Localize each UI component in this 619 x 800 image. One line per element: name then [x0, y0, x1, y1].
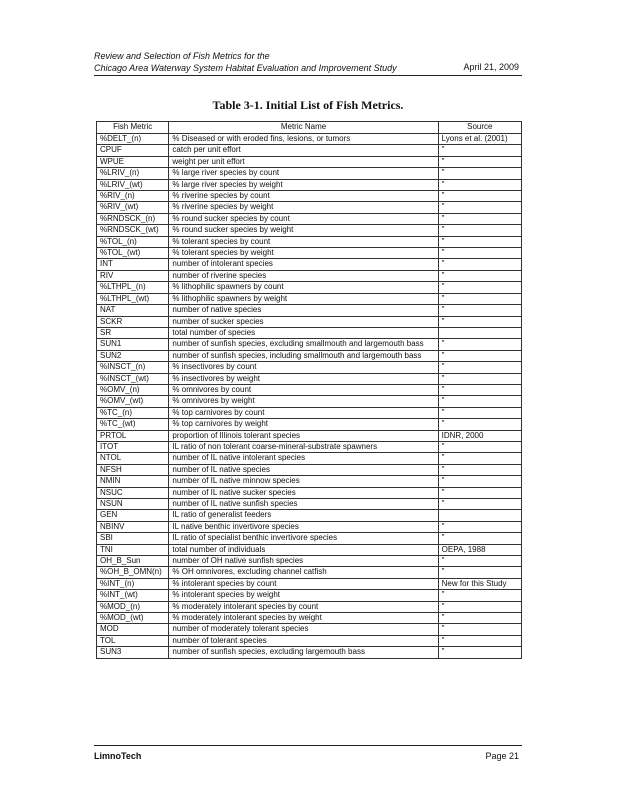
cell-metric-name: number of IL native minnow species: [169, 476, 438, 487]
cell-fish-metric: %RIV_(n): [97, 191, 169, 202]
cell-source: ": [438, 202, 521, 213]
cell-fish-metric: %LTHPL_(wt): [97, 293, 169, 304]
cell-fish-metric: %RNDSCK_(n): [97, 213, 169, 224]
cell-source: ": [438, 225, 521, 236]
cell-metric-name: number of intolerant species: [169, 259, 438, 270]
cell-fish-metric: %LRIV_(wt): [97, 179, 169, 190]
cell-metric-name: % moderately intolerant species by weight: [169, 613, 438, 624]
table-row: [97, 145, 522, 156]
table-row: [97, 521, 522, 532]
cell-source: ": [438, 647, 521, 658]
table-row: [97, 339, 522, 350]
cell-source: [438, 510, 521, 521]
cell-fish-metric: %TOL_(n): [97, 236, 169, 247]
cell-source: ": [438, 305, 521, 316]
cell-fish-metric: SUN3: [97, 647, 169, 658]
cell-source: ": [438, 567, 521, 578]
cell-source: ": [438, 350, 521, 361]
cell-metric-name: % riverine species by weight: [169, 202, 438, 213]
header-divider: [94, 75, 522, 76]
table-row: [97, 613, 522, 624]
cell-fish-metric: %TC_(wt): [97, 419, 169, 430]
table-row: [97, 453, 522, 464]
cell-metric-name: % moderately intolerant species by count: [169, 601, 438, 612]
table-row: [97, 248, 522, 259]
cell-source: ": [438, 384, 521, 395]
table-row: [97, 624, 522, 635]
cell-fish-metric: %INT_(n): [97, 578, 169, 589]
cell-metric-name: % lithophilic spawners by weight: [169, 293, 438, 304]
table-row: [97, 590, 522, 601]
cell-source: IDNR, 2000: [438, 430, 521, 441]
cell-source: ": [438, 601, 521, 612]
table-row: [97, 419, 522, 430]
table-row: [97, 464, 522, 475]
cell-metric-name: number of native species: [169, 305, 438, 316]
cell-fish-metric: %LRIV_(n): [97, 168, 169, 179]
footer-page-number: Page 21: [485, 751, 519, 761]
cell-metric-name: % insectivores by count: [169, 362, 438, 373]
cell-source: New for this Study: [438, 578, 521, 589]
cell-source: ": [438, 441, 521, 452]
header-line-1: Review and Selection of Fish Metrics for the: [94, 51, 270, 61]
cell-source: OEPA, 1988: [438, 544, 521, 555]
cell-fish-metric: %OMV_(wt): [97, 396, 169, 407]
cell-source: ": [438, 464, 521, 475]
cell-fish-metric: NBINV: [97, 521, 169, 532]
cell-fish-metric: %OH_B_OMN(n): [97, 567, 169, 578]
table-row: [97, 134, 522, 145]
table-row: [97, 191, 522, 202]
cell-fish-metric: SBI: [97, 533, 169, 544]
cell-source: ": [438, 453, 521, 464]
table-row: [97, 270, 522, 281]
cell-metric-name: number of riverine species: [169, 270, 438, 281]
cell-fish-metric: %RIV_(wt): [97, 202, 169, 213]
cell-fish-metric: NAT: [97, 305, 169, 316]
table-row: [97, 533, 522, 544]
cell-metric-name: number of sunfish species, excluding smallmouth and largemouth bass: [169, 339, 438, 350]
table-row: [97, 476, 522, 487]
cell-metric-name: total number of individuals: [169, 544, 438, 555]
cell-fish-metric: SCKR: [97, 316, 169, 327]
table-row: [97, 202, 522, 213]
cell-fish-metric: SUN2: [97, 350, 169, 361]
table-row: [97, 441, 522, 452]
cell-fish-metric: SUN1: [97, 339, 169, 350]
cell-source: ": [438, 236, 521, 247]
cell-fish-metric: %TC_(n): [97, 407, 169, 418]
cell-fish-metric: %LTHPL_(n): [97, 282, 169, 293]
cell-source: ": [438, 282, 521, 293]
cell-source: ": [438, 407, 521, 418]
cell-fish-metric: %MOD_(wt): [97, 613, 169, 624]
cell-metric-name: % tolerant species by weight: [169, 248, 438, 259]
table-row: [97, 578, 522, 589]
cell-source: ": [438, 213, 521, 224]
cell-source: ": [438, 168, 521, 179]
table-row: [97, 316, 522, 327]
cell-metric-name: % large river species by weight: [169, 179, 438, 190]
cell-source: ": [438, 259, 521, 270]
table-row: [97, 430, 522, 441]
header-date: April 21, 2009: [463, 62, 519, 72]
cell-metric-name: number of IL native species: [169, 464, 438, 475]
cell-metric-name: % Diseased or with eroded fins, lesions, or tumors: [169, 134, 438, 145]
column-header-source: Source: [438, 122, 521, 134]
cell-fish-metric: %INSCT_(n): [97, 362, 169, 373]
column-header-metric-name: Metric Name: [169, 122, 438, 134]
cell-source: ": [438, 521, 521, 532]
cell-fish-metric: NSUN: [97, 499, 169, 510]
table-row: [97, 305, 522, 316]
table-row: [97, 373, 522, 384]
cell-metric-name: % large river species by count: [169, 168, 438, 179]
cell-source: ": [438, 396, 521, 407]
cell-fish-metric: %RNDSCK_(wt): [97, 225, 169, 236]
table-header-row: [97, 122, 522, 134]
table-row: [97, 350, 522, 361]
column-header-fish-metric: Fish Metric: [97, 122, 169, 134]
table-row: [97, 407, 522, 418]
table-row: [97, 635, 522, 646]
cell-fish-metric: NSUC: [97, 487, 169, 498]
cell-metric-name: IL native benthic invertivore species: [169, 521, 438, 532]
cell-fish-metric: NMIN: [97, 476, 169, 487]
cell-fish-metric: %MOD_(n): [97, 601, 169, 612]
cell-fish-metric: TOL: [97, 635, 169, 646]
cell-fish-metric: SR: [97, 327, 169, 338]
cell-fish-metric: %DELT_(n): [97, 134, 169, 145]
table-row: [97, 282, 522, 293]
cell-fish-metric: %INT_(wt): [97, 590, 169, 601]
cell-fish-metric: %OMV_(n): [97, 384, 169, 395]
table-row: [97, 567, 522, 578]
cell-source: ": [438, 248, 521, 259]
cell-metric-name: % omnivores by count: [169, 384, 438, 395]
cell-fish-metric: NFSH: [97, 464, 169, 475]
cell-fish-metric: OH_B_Sun: [97, 556, 169, 567]
table-row: [97, 225, 522, 236]
cell-fish-metric: %INSCT_(wt): [97, 373, 169, 384]
cell-source: ": [438, 590, 521, 601]
cell-source: ": [438, 499, 521, 510]
cell-metric-name: % lithophilic spawners by count: [169, 282, 438, 293]
table-row: [97, 384, 522, 395]
cell-metric-name: number of IL native intolerant species: [169, 453, 438, 464]
cell-source: ": [438, 293, 521, 304]
cell-metric-name: % intolerant species by count: [169, 578, 438, 589]
cell-source: [438, 327, 521, 338]
cell-fish-metric: %TOL_(wt): [97, 248, 169, 259]
cell-metric-name: IL ratio of generalist feeders: [169, 510, 438, 521]
cell-metric-name: % top carnivores by weight: [169, 419, 438, 430]
cell-fish-metric: INT: [97, 259, 169, 270]
cell-metric-name: weight per unit effort: [169, 156, 438, 167]
table-row: [97, 327, 522, 338]
table-title: Table 3-1. Initial List of Fish Metrics.: [212, 98, 404, 112]
table-row: [97, 213, 522, 224]
table-row: [97, 156, 522, 167]
cell-source: ": [438, 156, 521, 167]
cell-source: ": [438, 533, 521, 544]
cell-fish-metric: CPUF: [97, 145, 169, 156]
cell-metric-name: % tolerant species by count: [169, 236, 438, 247]
cell-metric-name: number of moderately tolerant species: [169, 624, 438, 635]
footer-divider: [94, 745, 522, 746]
cell-source: ": [438, 179, 521, 190]
cell-source: ": [438, 339, 521, 350]
cell-fish-metric: GEN: [97, 510, 169, 521]
table-row: [97, 236, 522, 247]
table-row: [97, 168, 522, 179]
table-row: [97, 499, 522, 510]
cell-metric-name: % intolerant species by weight: [169, 590, 438, 601]
cell-source: ": [438, 362, 521, 373]
cell-metric-name: number of IL native sucker species: [169, 487, 438, 498]
cell-metric-name: number of OH native sunfish species: [169, 556, 438, 567]
table-row: [97, 487, 522, 498]
table-row: [97, 647, 522, 658]
cell-fish-metric: WPUE: [97, 156, 169, 167]
cell-metric-name: IL ratio of specialist benthic invertivore species: [169, 533, 438, 544]
cell-source: ": [438, 373, 521, 384]
cell-metric-name: total number of species: [169, 327, 438, 338]
cell-fish-metric: NTOL: [97, 453, 169, 464]
cell-metric-name: number of IL native sunfish species: [169, 499, 438, 510]
cell-metric-name: % top carnivores by count: [169, 407, 438, 418]
cell-fish-metric: MOD: [97, 624, 169, 635]
cell-source: ": [438, 613, 521, 624]
cell-fish-metric: TNI: [97, 544, 169, 555]
cell-fish-metric: RIV: [97, 270, 169, 281]
table-row: [97, 396, 522, 407]
table-row: [97, 179, 522, 190]
table-row: [97, 510, 522, 521]
table-row: [97, 362, 522, 373]
table-row: [97, 556, 522, 567]
cell-metric-name: proportion of Illinois tolerant species: [169, 430, 438, 441]
cell-source: ": [438, 635, 521, 646]
cell-source: ": [438, 624, 521, 635]
cell-source: ": [438, 145, 521, 156]
cell-source: ": [438, 270, 521, 281]
header-line-2: Chicago Area Waterway System Habitat Evaluation and Improvement Study: [94, 63, 397, 73]
table-row: [97, 601, 522, 612]
cell-metric-name: % OH omnivores, excluding channel catfish: [169, 567, 438, 578]
cell-source: ": [438, 556, 521, 567]
cell-metric-name: % insectivores by weight: [169, 373, 438, 384]
cell-source: ": [438, 476, 521, 487]
cell-fish-metric: ITOT: [97, 441, 169, 452]
cell-metric-name: % omnivores by weight: [169, 396, 438, 407]
cell-source: ": [438, 316, 521, 327]
cell-source: ": [438, 419, 521, 430]
footer-company: LimnoTech: [94, 751, 142, 761]
cell-metric-name: % round sucker species by count: [169, 213, 438, 224]
table-row: [97, 544, 522, 555]
cell-source: ": [438, 487, 521, 498]
cell-source: ": [438, 191, 521, 202]
cell-metric-name: number of sucker species: [169, 316, 438, 327]
cell-metric-name: IL ratio of non tolerant coarse-mineral-substrate spawners: [169, 441, 438, 452]
cell-metric-name: number of tolerant species: [169, 635, 438, 646]
document-header: [94, 50, 397, 74]
table-row: [97, 259, 522, 270]
cell-metric-name: % riverine species by count: [169, 191, 438, 202]
cell-metric-name: catch per unit effort: [169, 145, 438, 156]
table-row: [97, 293, 522, 304]
cell-metric-name: number of sunfish species, including smallmouth and largemouth bass: [169, 350, 438, 361]
cell-source: Lyons et al. (2001): [438, 134, 521, 145]
cell-metric-name: % round sucker species by weight: [169, 225, 438, 236]
cell-fish-metric: PRTOL: [97, 430, 169, 441]
fish-metrics-table: [96, 121, 522, 659]
cell-metric-name: number of sunfish species, excluding largemouth bass: [169, 647, 438, 658]
